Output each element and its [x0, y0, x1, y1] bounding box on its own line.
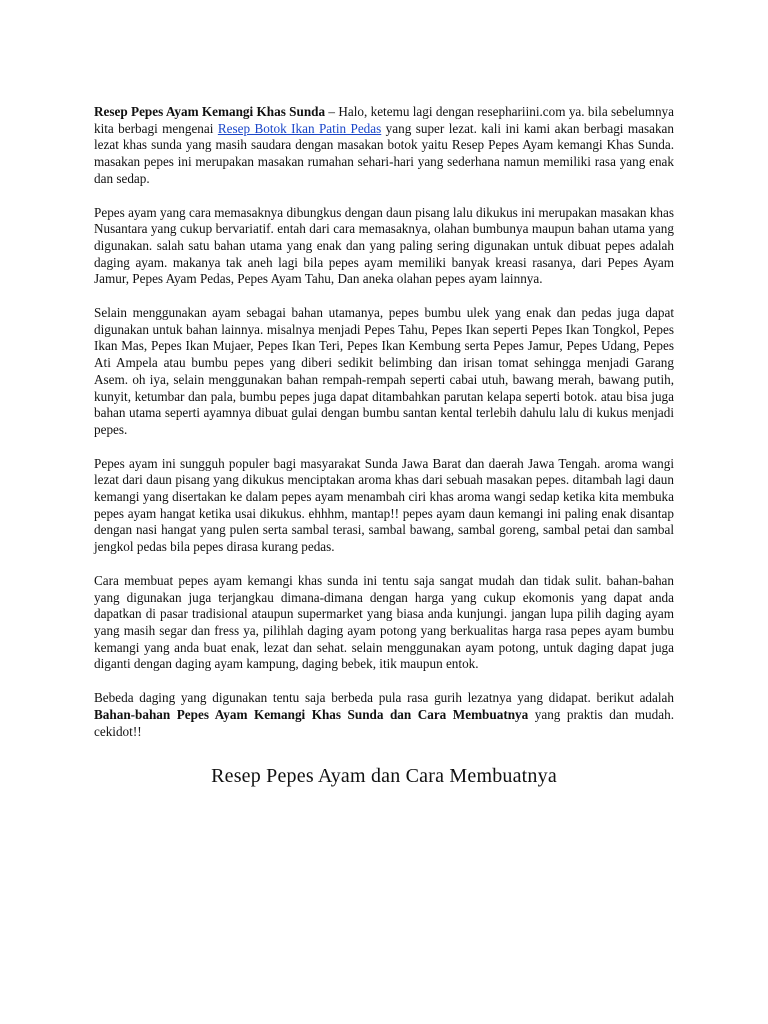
intro-bold-title: Resep Pepes Ayam Kemangi Khas Sunda	[94, 104, 326, 119]
p6-text-b: yang praktis dan mudah. cekidot!!	[94, 706, 674, 739]
paragraph-3: Selain menggunakan ayam sebagai bahan utamanya, pepes bumbu ulek yang enak dan pedas juga dapat digunakan untuk bahan lainnya. misalnya menjadi Pepes Tahu, Pepes Ikan seperti Pepes Ikan Tongkol, Pepes Ikan Mas, Pepes Ikan Mujaer, Pepes Ikan Teri, Pepes Ikan Kembung serta Pepes Jamur, Pepes Udang, Pepes Ati Ampela atau bumbu pepes yang diberi sedikit belimbing dan irisan tomat sehingga menjadi Garang Asem. oh iya, selain menggunakan bahan rempah-rempah seperti cabai utuh, bawang merah, bawang putih, kunyit, ketumbar dan pala, bumbu pepes juga dapat ditambahkan parutan kelapa seperti botok. atau bisa juga bahan utama seperti ayamnya dibuat gulai dengan bumbu santan kental terlebih dahulu lalu di kukus menjadi pepes.	[94, 305, 674, 437]
paragraph-5: Cara membuat pepes ayam kemangi khas sunda ini tentu saja sangat mudah dan tidak sulit. bahan-bahan yang digunakan juga terjangkau dimana-dimana dengan harga yang cukup ekomonis yang dapat anda dapatkan di pasar tradisional ataupun supermarket yang biasa anda kunjungi. jangan lupa pilih daging ayam yang masih segar dan fress ya, pilihlah daging ayam potong yang berkualitas harga rasa pepes ayam bumbu kemangi yang anda buat enak, lezat dan sehat. selain menggunakan ayam potong, untuk daging dapat juga diganti dengan daging ayam kampung, daging bebek, itik maupun entok.	[94, 572, 674, 672]
paragraph-intro	[94, 104, 674, 188]
p6-bold: Bahan-bahan Pepes Ayam Kemangi Khas Sunda dan Cara Membuatnya	[94, 706, 529, 722]
paragraph-6	[94, 690, 674, 740]
botok-recipe-link[interactable]: Resep Botok Ikan Patin Pedas	[217, 120, 382, 136]
p6-text-a: Bebeda daging yang digunakan tentu saja berbeda pula rasa gurih lezatnya yang didapat. berikut adalah	[94, 690, 674, 706]
paragraph-2: Pepes ayam yang cara memasaknya dibungkus dengan daun pisang lalu dikukus ini merupakan masakan khas Nusantara yang cukup bervariatif. entah dari cara memasaknya, olahan bumbunya maupun bahan utama yang digunakan. salah satu bahan utama yang enak dan yang paling sering digunakan untuk dibuat pepes adalah daging ayam. makanya tak aneh lagi bila pepes ayam memiliki banyak kreasi rasanya, dari Pepes Ayam Jamur, Pepes Ayam Pedas, Pepes Ayam Tahu, Dan aneka olahan pepes ayam lainnya.	[94, 204, 674, 287]
intro-text-a: – Halo, ketemu lagi dengan resephariini.com ya. bila sebelumnya kita berbagi mengenai	[94, 104, 674, 136]
section-heading: Resep Pepes Ayam dan Cara Membuatnya	[211, 765, 557, 788]
paragraph-4: Pepes ayam ini sungguh populer bagi masyarakat Sunda Jawa Barat dan daerah Jawa Tengah. aroma wangi lezat dari daun pisang yang dikukus menciptakan aroma khas dari sebuah masakan pepes. ditambah lagi daun kemangi yang disertakan ke dalam pepes ayam menambah ciri khas aroma wangi sedap ketika kita membuka pepes ayam hangat ketika usai dikukus. ehhhm, mantap!! pepes ayam daun kemangi ini paling enak disantap dengan nasi hangat yang pulen serta sambal terasi, sambal bawang, sambal goreng, sambal petai dan sambal jengkol pedas bila pepes dirasa kurang pedas.	[94, 455, 674, 555]
intro-text-b: yang super lezat. kali ini kami akan berbagi masakan lezat khas sunda yang masih saudara dengan masakan botok yaitu Resep Pepes Ayam kemangi Khas Sunda. masakan pepes ini merupakan masakan rumahan sehari-hari yang sederhana namun memiliki rasa yang enak dan sedap.	[94, 120, 674, 186]
article-body	[94, 104, 674, 788]
